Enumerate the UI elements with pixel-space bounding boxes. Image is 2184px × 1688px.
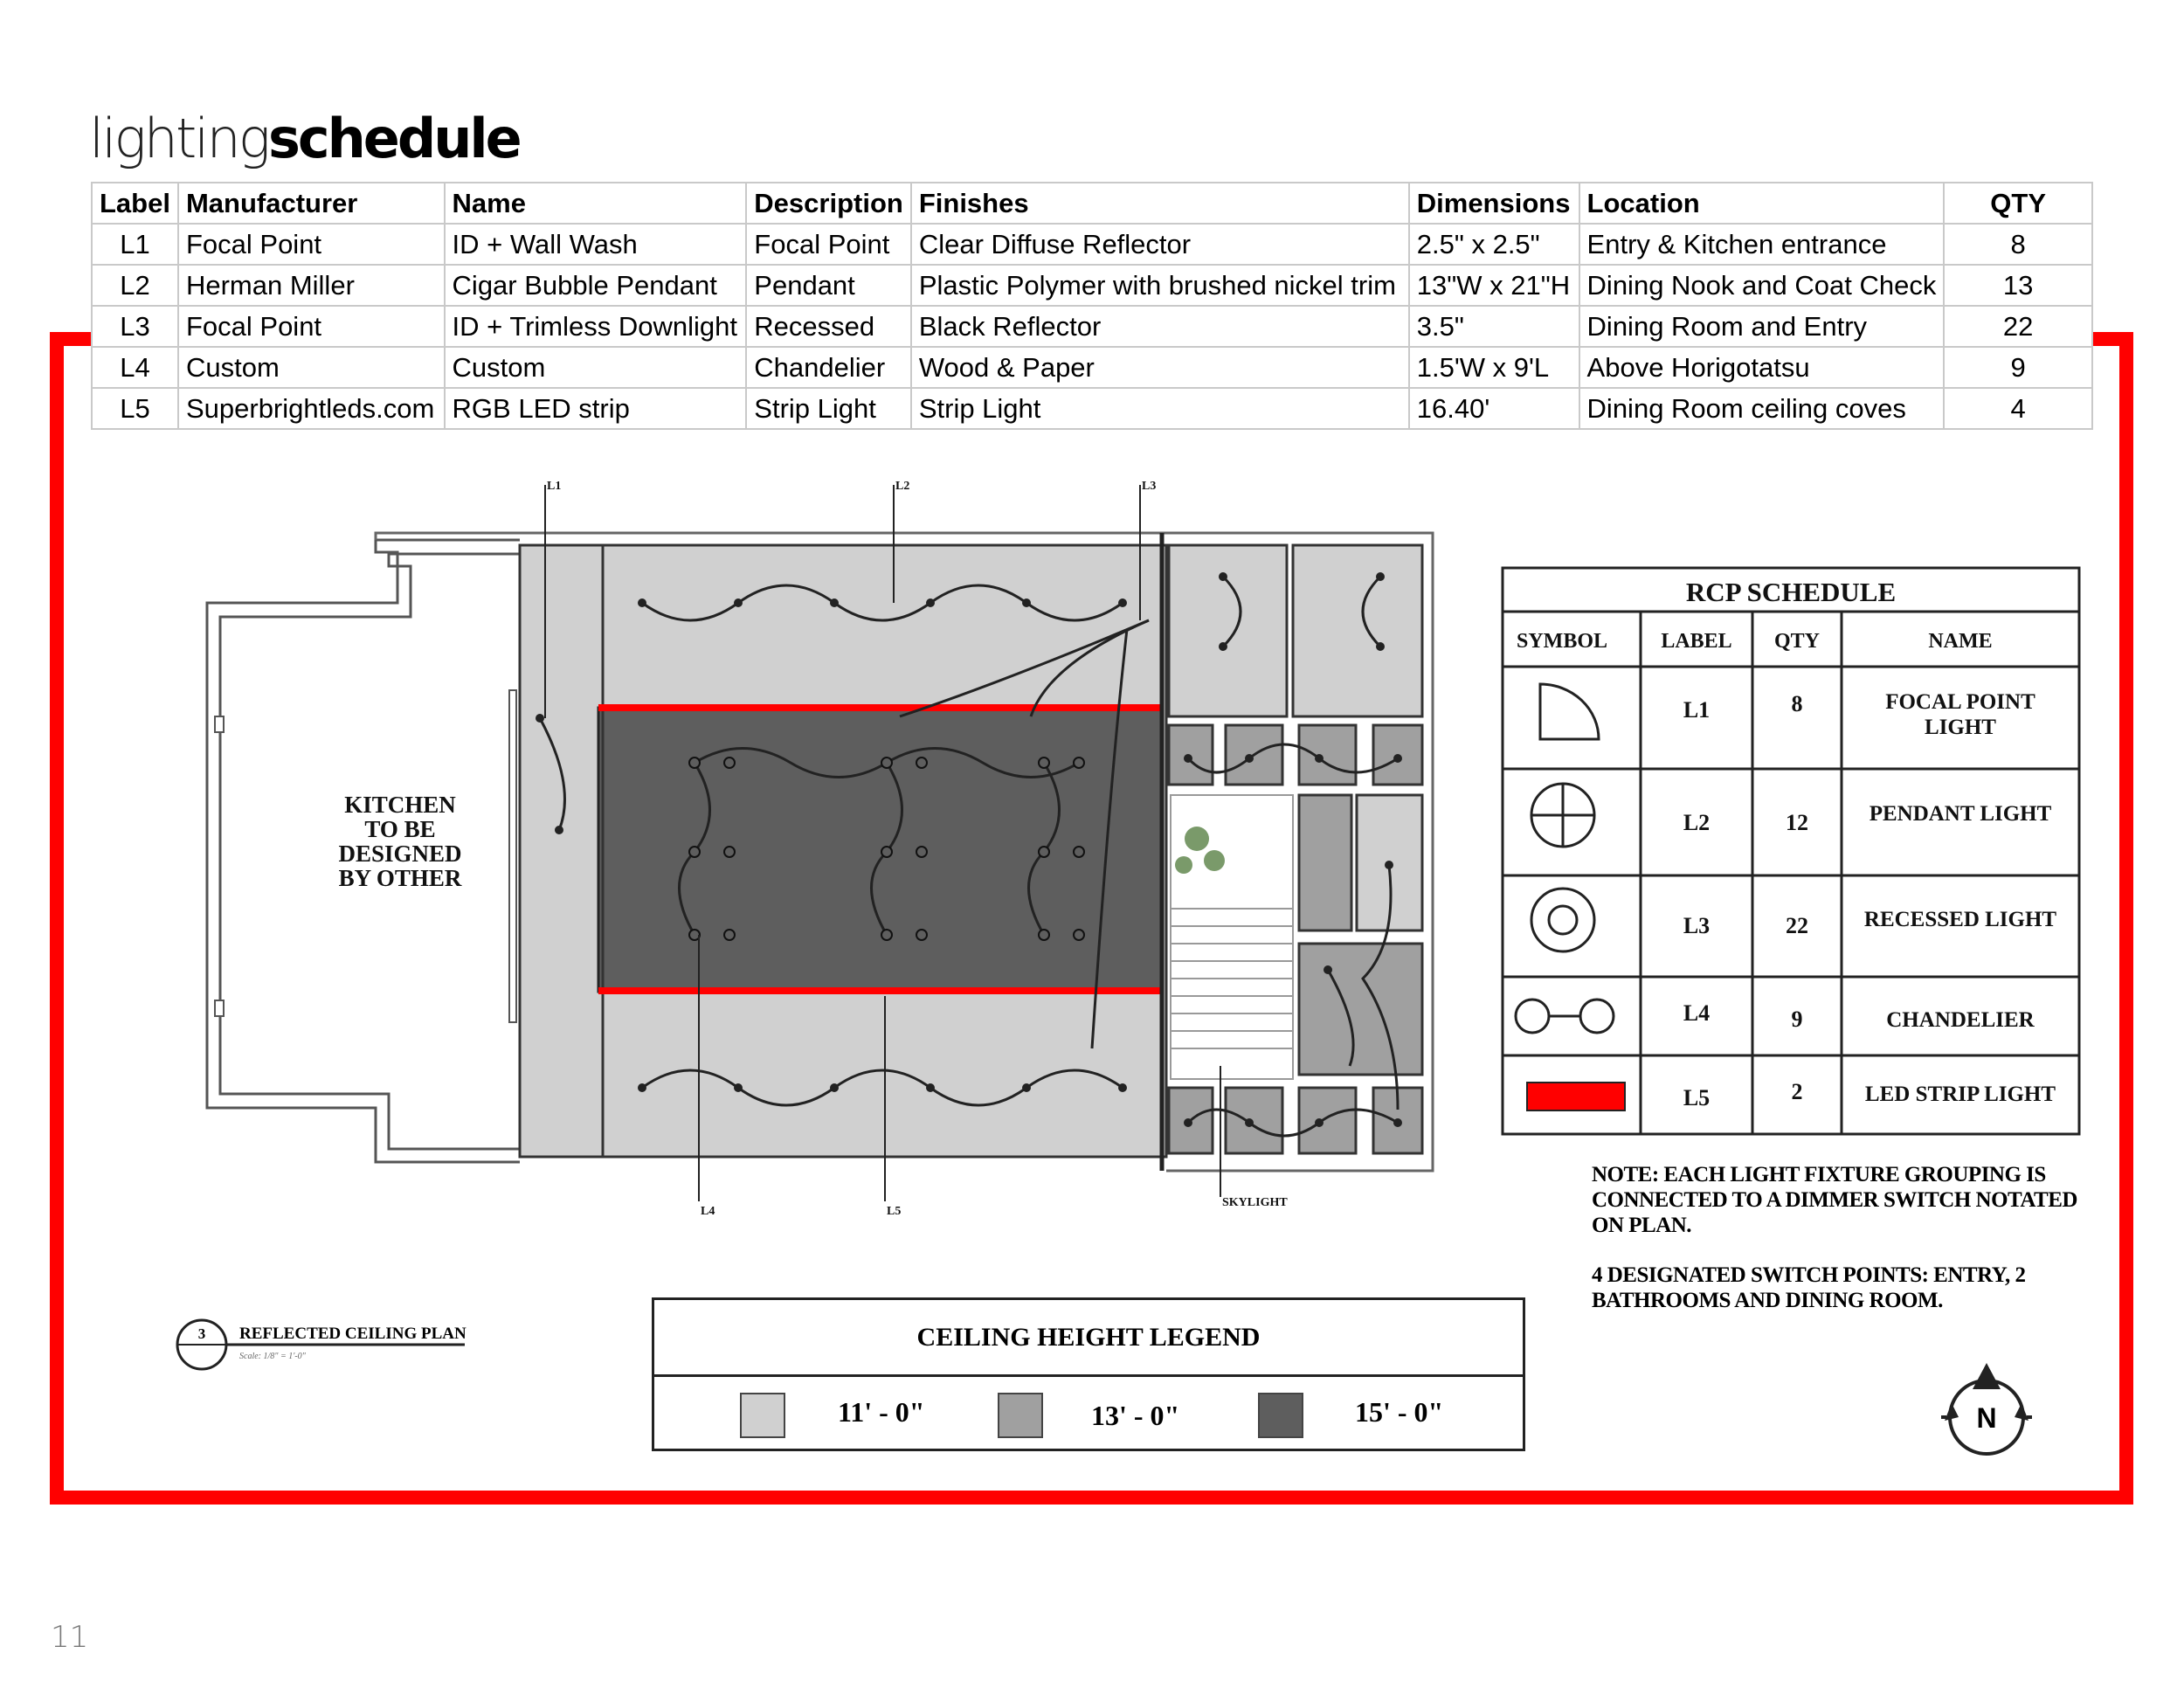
rcp-header: NAME [1928,630,1993,653]
kitchen-label-line: TO BE [364,816,436,842]
table-cell: 2.5" x 2.5" [1409,224,1579,265]
table-cell: Clear Diffuse Reflector [911,224,1409,265]
table-cell: L3 [92,306,178,347]
table-cell: Wood & Paper [911,347,1409,388]
note-dimmer: NOTE: EACH LIGHT FIXTURE GROUPING IS CONNECTED TO A DIMMER SWITCH NOTATED ON PLAN. [1592,1163,2077,1237]
rcp-name: LED STRIP LIGHT [1864,1083,2056,1106]
column-header: Label [92,183,178,224]
table-cell: Custom [445,347,747,388]
rcp-name: LIGHT [1925,716,1996,739]
rcp-header: QTY [1773,630,1821,653]
table-cell: Dining Room and Entry [1579,306,1945,347]
rcp-schedule [1501,566,2083,1139]
lighting-schedule-table [91,182,2093,430]
column-header: Location [1579,183,1945,224]
column-header: Manufacturer [178,183,445,224]
table-cell: Focal Point [178,306,445,347]
drawing-label [175,1315,472,1376]
tag-l5: L5 [887,1205,902,1218]
drawing-scale: Scale: 1/8" = 1'-0" [239,1352,306,1361]
rcp-label: L2 [1683,810,1711,835]
column-header: Finishes [911,183,1409,224]
recessed-icon [1531,889,1594,951]
table-cell: Focal Point [746,224,911,265]
rcp-header: SYMBOL [1516,630,1608,653]
table-cell: L4 [92,347,178,388]
table-cell: Entry & Kitchen entrance [1579,224,1945,265]
table-cell: 1.5'W x 9'L [1409,347,1579,388]
column-header: Dimensions [1409,183,1579,224]
column-header: Name [445,183,747,224]
tag-l2: L2 [895,480,910,493]
table-cell: 3.5" [1409,306,1579,347]
legend-row [654,1377,1523,1454]
table-header-row [92,183,2092,224]
table-cell: 9 [1944,347,2092,388]
table-cell: Strip Light [911,388,1409,429]
tag-l4: L4 [701,1205,715,1218]
column-header: QTY [1944,183,2092,224]
table-row [92,347,2092,388]
table-cell: Focal Point [178,224,445,265]
plant-icon [1175,827,1225,874]
tag-l3: L3 [1142,480,1157,493]
table-row [92,388,2092,429]
table-cell: Chandelier [746,347,911,388]
table-cell: 22 [1944,306,2092,347]
table-row [92,265,2092,306]
table-cell: L1 [92,224,178,265]
led-strip-icon [1527,1083,1625,1110]
table-cell: Plastic Polymer with brushed nickel trim [911,265,1409,306]
rcp-label: L1 [1683,697,1711,723]
rcp-header: LABEL [1661,630,1732,653]
rcp-qty: 12 [1786,810,1808,835]
table-cell: L5 [92,388,178,429]
page-number: 11 [51,1620,89,1655]
table-cell: Dining Nook and Coat Check [1579,265,1945,306]
rcp-name: FOCAL POINT [1885,690,2035,714]
legend-label: 13' - 0" [1091,1400,1180,1431]
legend-title: CEILING HEIGHT LEGEND [654,1300,1523,1377]
table-cell: L2 [92,265,178,306]
reflected-ceiling-plan [175,472,1459,1241]
kitchen-label-line: DESIGNED [338,841,462,867]
kitchen-label-line: BY OTHER [338,865,462,891]
rcp-qty: 2 [1791,1079,1803,1104]
tag-l1: L1 [547,480,562,493]
drawing-title: REFLECTED CEILING PLAN [239,1325,467,1343]
rcp-title: RCP SCHEDULE [1685,577,1897,607]
table-cell: Strip Light [746,388,911,429]
table-cell: 4 [1944,388,2092,429]
table-cell: Above Horigotatsu [1579,347,1945,388]
column-header: Description [746,183,911,224]
note-switch-points: 4 DESIGNATED SWITCH POINTS: ENTRY, 2 BATHROOMS AND DINING ROOM. [1592,1263,2026,1312]
table-cell: Dining Room ceiling coves [1579,388,1945,429]
rcp-name: CHANDELIER [1886,1008,2035,1032]
table-cell: 16.40' [1409,388,1579,429]
table-cell: Custom [178,347,445,388]
table-row [92,306,2092,347]
table-cell: RGB LED strip [445,388,747,429]
tag-skylight: SKYLIGHT [1222,1196,1288,1209]
rcp-qty: 22 [1786,913,1808,938]
rcp-qty: 8 [1791,691,1803,716]
rcp-label: L4 [1683,1000,1711,1026]
legend-swatch-15ft [1258,1393,1303,1438]
focal-point-icon [1540,684,1599,739]
table-cell: 13 [1944,265,2092,306]
table-cell: ID + Wall Wash [445,224,747,265]
table-cell: Cigar Bubble Pendant [445,265,747,306]
notes [1592,1162,2081,1338]
table-cell: Black Reflector [911,306,1409,347]
table-row [92,224,2092,265]
legend-label: 15' - 0" [1355,1396,1444,1428]
ceiling-height-legend [652,1297,1525,1451]
compass-letter: N [1976,1402,1997,1434]
table-cell: Pendant [746,265,911,306]
north-arrow-icon [1941,1359,2046,1464]
table-cell: Recessed [746,306,911,347]
table-cell: Superbrightleds.com [178,388,445,429]
table-cell: 13"W x 21"H [1409,265,1579,306]
kitchen-label-line: KITCHEN [344,792,456,818]
led-strip [598,704,1162,711]
rcp-name: PENDANT LIGHT [1869,802,2052,826]
pendant-icon [1531,784,1594,847]
legend-swatch-13ft [998,1393,1043,1438]
rcp-label: L3 [1683,913,1711,938]
chandelier-icon [1516,1000,1614,1033]
table-cell: ID + Trimless Downlight [445,306,747,347]
rcp-label: L5 [1683,1085,1711,1110]
led-strip [598,987,1162,994]
rcp-qty: 9 [1791,1007,1803,1032]
legend-label: 11' - 0" [838,1396,925,1428]
table-cell: Herman Miller [178,265,445,306]
page-title: lightingschedule [89,107,520,170]
rcp-name: RECESSED LIGHT [1863,908,2057,931]
drawing-number: 3 [197,1325,206,1342]
legend-swatch-11ft [740,1393,785,1438]
table-cell: 8 [1944,224,2092,265]
